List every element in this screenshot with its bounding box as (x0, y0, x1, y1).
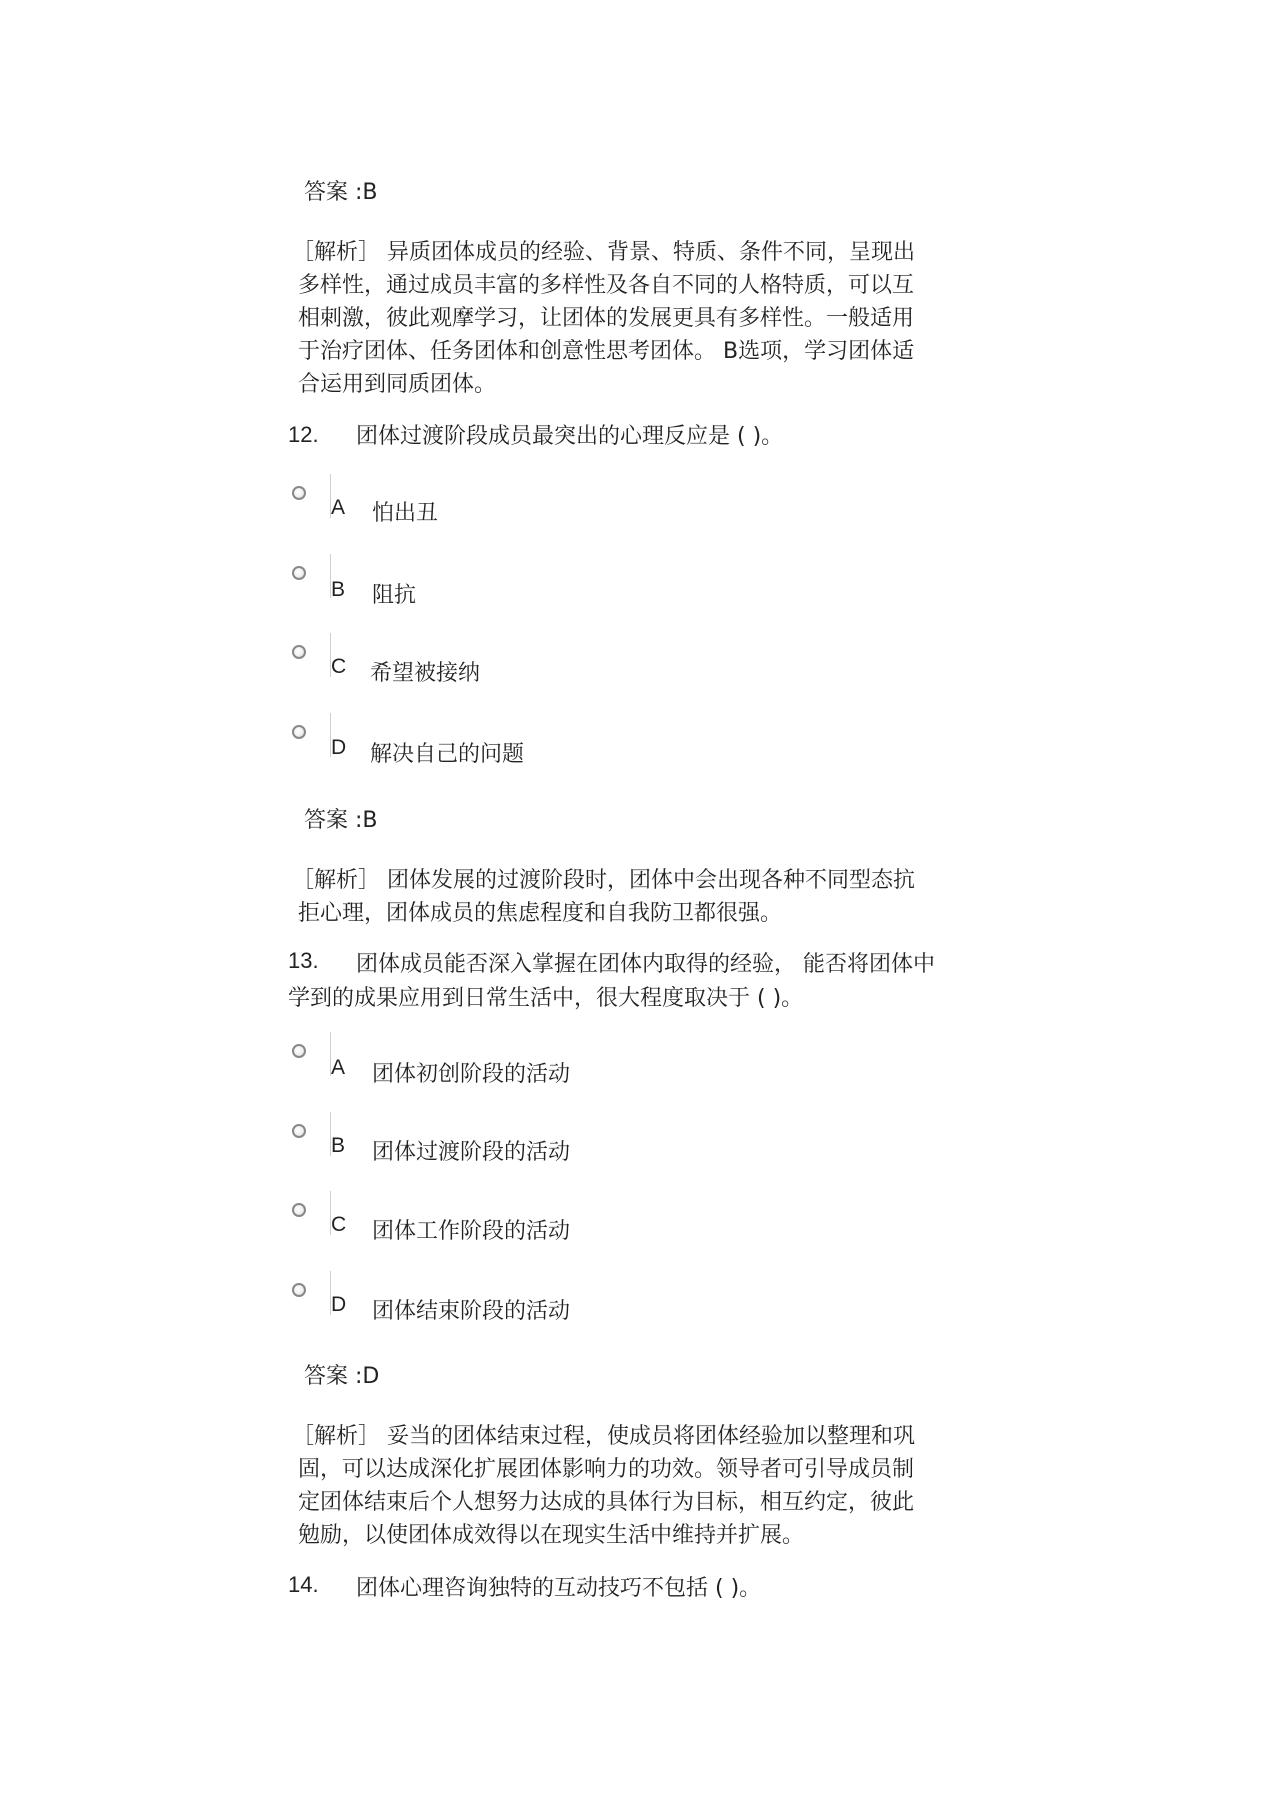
analysis-line: ［解析］ 团体发展的过渡阶段时，团体中会出现各种不同型态抗 (292, 868, 915, 893)
option-text: 阻抗 (372, 583, 417, 608)
question-number: 13. (288, 948, 319, 973)
answer-label: 答案 :D (304, 1364, 380, 1389)
analysis-line: 定团体结束后个人想努力达成的具体行为目标，相互约定，彼此 (298, 1490, 915, 1515)
radio-icon[interactable] (292, 1203, 306, 1217)
analysis-line: 固，可以达成深化扩展团体影响力的功效。领导者可引导成员制 (298, 1457, 915, 1482)
radio-icon[interactable] (292, 645, 306, 659)
option-letter: B (331, 578, 346, 601)
option-text: 团体初创阶段的活动 (372, 1062, 571, 1087)
analysis-line: 相刺激，彼此观摩学习，让团体的发展更具有多样性。一般适用 (298, 306, 915, 331)
option-letter: C (331, 1213, 347, 1236)
question-number: 12. (288, 422, 319, 447)
option-text: 团体过渡阶段的活动 (372, 1140, 571, 1165)
option-letter: C (331, 655, 347, 678)
analysis-text (292, 864, 915, 930)
option-letter: A (331, 1056, 346, 1079)
analysis-line: 合运用到同质团体。 (298, 372, 497, 397)
radio-icon[interactable] (292, 486, 306, 500)
analysis-line: ［解析］ 异质团体成员的经验、背景、特质、条件不同，呈现出 (292, 240, 915, 265)
analysis-line: 拒心理，团体成员的焦虑程度和自我防卫都很强。 (298, 901, 783, 926)
answer-label: 答案 :B (304, 180, 378, 205)
option-letter: A (331, 496, 346, 519)
option-text: 怕出丑 (372, 501, 439, 526)
analysis-text (292, 236, 915, 401)
question-stem: 学到的成果应用到日常生活中，很大程度取决于 ( )。 (288, 986, 804, 1011)
answer-label: 答案 :B (304, 808, 378, 833)
radio-icon[interactable] (292, 1283, 306, 1297)
analysis-line: 勉励，以使团体成效得以在现实生活中维持并扩展。 (298, 1523, 805, 1548)
question-stem: 团体成员能否深入掌握在团体内取得的经验， 能否将团体中 (356, 952, 935, 977)
question-stem: 团体过渡阶段成员最突出的心理反应是 ( )。 (356, 424, 784, 449)
question-number: 14. (288, 1572, 319, 1597)
option-text: 团体工作阶段的活动 (372, 1219, 571, 1244)
analysis-text (292, 1420, 915, 1552)
radio-icon[interactable] (292, 725, 306, 739)
analysis-line: ［解析］ 妥当的团体结束过程，使成员将团体经验加以整理和巩 (292, 1424, 915, 1449)
option-letter: B (331, 1134, 346, 1157)
option-text: 希望被接纳 (370, 661, 481, 686)
option-letter: D (331, 736, 347, 759)
option-letter: D (331, 1293, 347, 1316)
radio-icon[interactable] (292, 566, 306, 580)
question-stem: 团体心理咨询独特的互动技巧不包括 ( )。 (356, 1576, 762, 1601)
option-text: 团体结束阶段的活动 (372, 1299, 571, 1324)
analysis-line: 于治疗团体、任务团体和创意性思考团体。 B选项，学习团体适 (298, 339, 915, 364)
analysis-line: 多样性，通过成员丰富的多样性及各自不同的人格特质，可以互 (298, 273, 915, 298)
option-text: 解决自己的问题 (370, 742, 525, 767)
radio-icon[interactable] (292, 1044, 306, 1058)
radio-icon[interactable] (292, 1124, 306, 1138)
